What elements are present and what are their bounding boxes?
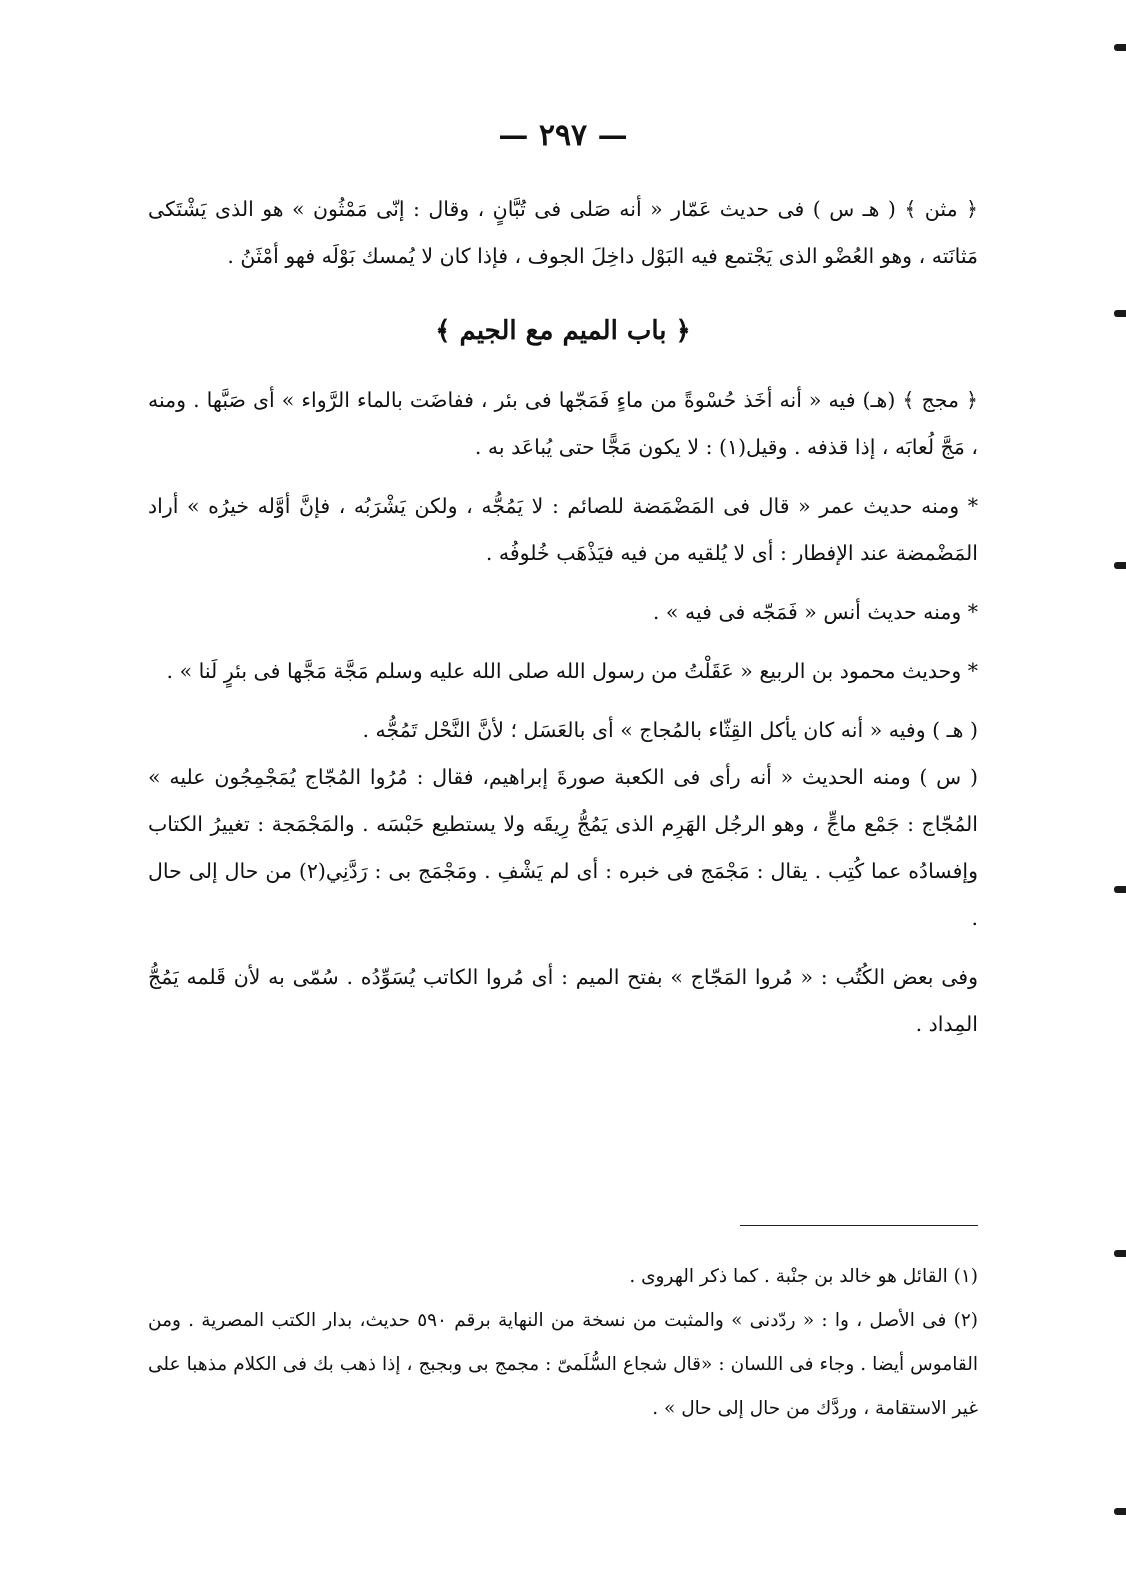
main-text (148, 186, 978, 1048)
hadith-kaaba: ( س ) ومنه الحديث « أنه رأى فى الكعبة صورةَ إبراهيم، فقال : مُرُوا المُجّاج يُمَجْمِجُون عليه » المُجّاج : جَمْع ماجٍّ ، وهو الرجُل الهَرِم الذى يَمُجُّ رِيقَه ولا يستطيع حَبْسَه . والمَجْمَجة : تغييرُ الكتاب وإفسادُه عما كُتِب . يقال : مَجْمَج فى خبره : أى لم يَشْفِ . ومَجْمَج بى : رَدَّنِي(٢) من حال إلى حال . (148, 765, 978, 930)
scan-edge-mark (1114, 44, 1126, 51)
hadith-qiththa: ( هـ ) وفيه « أنه كان يأكل القِثّاء بالمُجاج » أى بالعَسَل ؛ لأنَّ النَّحْل تَمُجُّه . (362, 718, 978, 742)
scan-edge-mark (1114, 1250, 1126, 1257)
entry-majaj: ﴿ مجج ﴾ (هـ) فيه « أنه أخَذ حُسْوةً من ماءٍ فَمَجّها فى بئر ، ففاضَت بالماء الرَّواء » أى صَبَّها . ومنه ، مَجَّ لُعابَه ، إذا قذفه . وقيل(١) : لا يكون مَجًّا حتى يُباعَد به . (148, 388, 978, 459)
hadith-mahmud: * وحديث محمود بن الربيع « عَقَلْتُ من رسول الله صلى الله عليه وسلم مَجَّة مَجَّها فى بئرٍ لَنا » . (166, 659, 978, 683)
hadith-umar: * ومنه حديث عمر « قال فى المَضْمَضة للصائم : لا يَمُجُّه ، ولكن يَشْرَبُه ، فإنَّ أوَّله خيرُه » أراد المَضْمضة عند الإفطار : أى لا يُلقيه من فيه فيَذْهَب خُلوفُه . (148, 494, 978, 565)
footnote-1: (١) القائل هو خالد بن جنْبة . كما ذكر الهروى . (629, 1266, 978, 1287)
scan-edge-mark (1114, 886, 1126, 893)
page-number: — ٢٩٧ — (498, 118, 628, 153)
scan-edge-mark (1114, 562, 1126, 569)
footnotes (148, 1255, 978, 1431)
hadith-anas: * ومنه حديث أنس « فَمَجّه فى فيه » . (652, 600, 978, 624)
section-heading: ﴿ باب الميم مع الجيم ﴾ (435, 316, 691, 346)
footnote-divider (740, 1225, 978, 1226)
note-kutub: وفى بعض الكُتُب : « مُروا المَجّاج » بفتح الميم : أى مُروا الكاتب يُسَوِّدُه . سُمّى به لأن قَلمه يَمُجُّ المِداد . (148, 965, 978, 1036)
scan-edge-mark (1114, 1508, 1126, 1515)
scan-edge-mark (1114, 310, 1126, 317)
entry-mathan: ﴿ مثن ﴾ ( هـ س ) فى حديث عَمّار « أنه صَلى فى تُبَّانٍ ، وقال : إنّى مَمْثُون » هو الذى يَشْتَكى مَثانَته ، وهو العُضْو الذى يَجْتمع فيه البَوْل داخِلَ الجوف ، فإذا كان لا يُمسك بَوْلَه فهو أمْثَنُ . (148, 197, 978, 268)
footnote-2: (٢) فى الأصل ، وا : « ردّدنى » والمثبت من نسخة من النهاية برقم ٥٩٠ حديث، بدار الكتب المصرية . ومن القاموس أيضا . وجاء فى اللسان : «قال شجاع السُّلَمىّ : مجمج بى وبجبج ، إذا ذهب بك فى الكلام مذهبا على غير الاستقامة ، وردَّك من حال إلى حال » . (148, 1310, 978, 1419)
